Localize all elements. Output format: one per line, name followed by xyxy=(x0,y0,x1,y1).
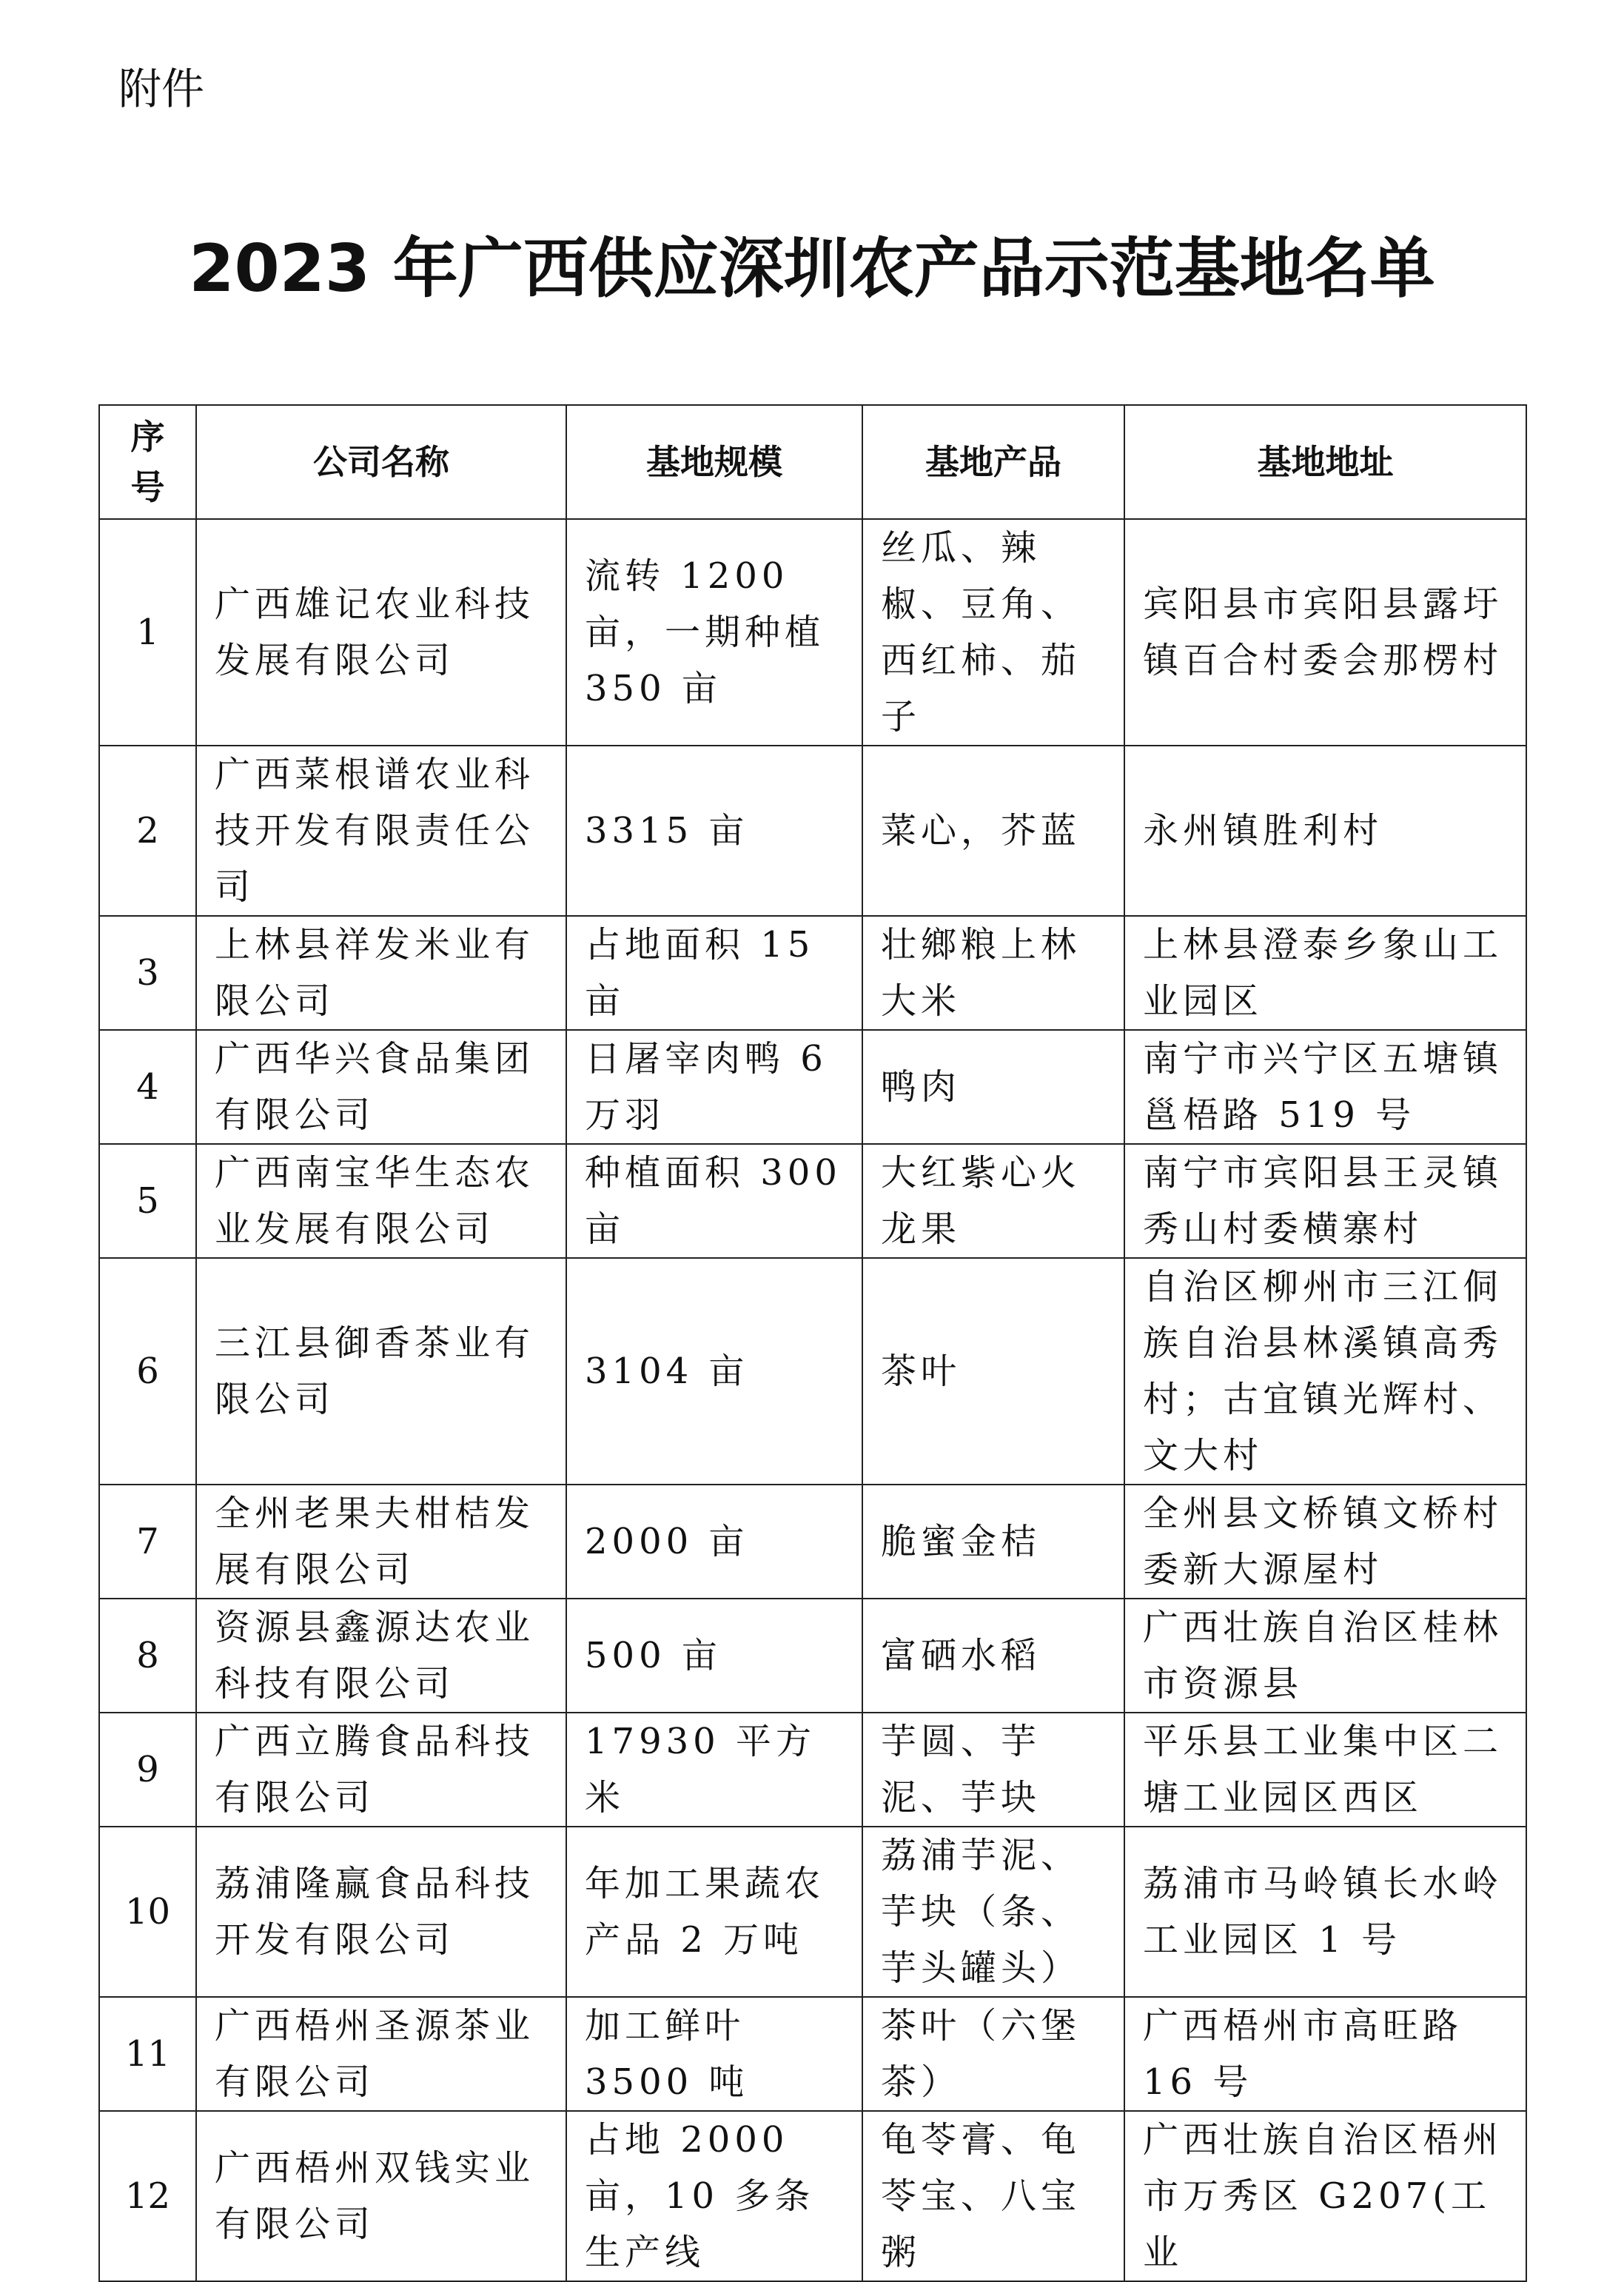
cell-scale: 占地面积 15 亩 xyxy=(566,916,862,1030)
cell-product: 荔浦芋泥、芋块（条、芋头罐头） xyxy=(862,1827,1124,1997)
cell-scale: 年加工果蔬农产品 2 万吨 xyxy=(566,1827,862,1997)
cell-seq: 2 xyxy=(99,746,196,916)
cell-scale: 加工鲜叶 3500 吨 xyxy=(566,1997,862,2111)
table-row xyxy=(99,1485,1526,1599)
table-row xyxy=(99,1599,1526,1713)
cell-seq: 9 xyxy=(99,1713,196,1827)
cell-product: 芋圆、芋泥、芋块 xyxy=(862,1713,1124,1827)
cell-company: 广西雄记农业科技发展有限公司 xyxy=(196,519,566,746)
table-row xyxy=(99,1713,1526,1827)
cell-company: 广西梧州双钱实业有限公司 xyxy=(196,2111,566,2281)
header-product: 基地产品 xyxy=(862,405,1124,519)
cell-company: 广西立腾食品科技有限公司 xyxy=(196,1713,566,1827)
table-row xyxy=(99,1258,1526,1485)
cell-product: 茶叶（六堡茶） xyxy=(862,1997,1124,2111)
header-address: 基地地址 xyxy=(1124,405,1526,519)
cell-company: 三江县御香茶业有限公司 xyxy=(196,1258,566,1485)
header-scale: 基地规模 xyxy=(566,405,862,519)
page-title: 2023 年广西供应深圳农产品示范基地名单 xyxy=(189,230,1435,307)
cell-seq: 11 xyxy=(99,1997,196,2111)
header-seq: 序 号 xyxy=(99,405,196,519)
cell-company: 广西华兴食品集团有限公司 xyxy=(196,1030,566,1144)
cell-company: 资源县鑫源达农业科技有限公司 xyxy=(196,1599,566,1713)
cell-seq: 8 xyxy=(99,1599,196,1713)
cell-seq: 12 xyxy=(99,2111,196,2281)
cell-product: 鸭肉 xyxy=(862,1030,1124,1144)
cell-scale: 3104 亩 xyxy=(566,1258,862,1485)
cell-company: 全州老果夫柑桔发展有限公司 xyxy=(196,1485,566,1599)
cell-seq: 5 xyxy=(99,1144,196,1258)
cell-scale: 种植面积 300 亩 xyxy=(566,1144,862,1258)
table-row xyxy=(99,1030,1526,1144)
cell-company: 荔浦隆赢食品科技开发有限公司 xyxy=(196,1827,566,1997)
table-row xyxy=(99,746,1526,916)
table-row xyxy=(99,2111,1526,2281)
cell-seq: 1 xyxy=(99,519,196,746)
cell-address: 南宁市兴宁区五塘镇邕梧路 519 号 xyxy=(1124,1030,1526,1144)
cell-address: 上林县澄泰乡象山工业园区 xyxy=(1124,916,1526,1030)
table-row xyxy=(99,519,1526,746)
cell-scale: 流转 1200 亩，一期种植 350 亩 xyxy=(566,519,862,746)
cell-scale: 占地 2000 亩，10 多条生产线 xyxy=(566,2111,862,2281)
cell-seq: 4 xyxy=(99,1030,196,1144)
cell-product: 茶叶 xyxy=(862,1258,1124,1485)
cell-address: 自治区柳州市三江侗族自治县林溪镇高秀村；古宜镇光辉村、文大村 xyxy=(1124,1258,1526,1485)
table-header-row xyxy=(99,405,1526,519)
cell-seq: 7 xyxy=(99,1485,196,1599)
cell-address: 永州镇胜利村 xyxy=(1124,746,1526,916)
cell-address: 广西壮族自治区桂林市资源县 xyxy=(1124,1599,1526,1713)
cell-scale: 2000 亩 xyxy=(566,1485,862,1599)
table-row xyxy=(99,1827,1526,1997)
cell-address: 荔浦市马岭镇长水岭工业园区 1 号 xyxy=(1124,1827,1526,1997)
cell-company: 广西南宝华生态农业发展有限公司 xyxy=(196,1144,566,1258)
table-row xyxy=(99,1144,1526,1258)
cell-product: 丝瓜、辣椒、豆角、西红柿、茄子 xyxy=(862,519,1124,746)
cell-product: 菜心，芥蓝 xyxy=(862,746,1124,916)
cell-seq: 10 xyxy=(99,1827,196,1997)
cell-address: 宾阳县市宾阳县露圩镇百合村委会那楞村 xyxy=(1124,519,1526,746)
cell-product: 富硒水稻 xyxy=(862,1599,1124,1713)
cell-product: 壮鄉粮上林大米 xyxy=(862,916,1124,1030)
cell-address: 平乐县工业集中区二塘工业园区西区 xyxy=(1124,1713,1526,1827)
attachment-label: 附件 xyxy=(118,64,205,114)
cell-scale: 日屠宰肉鸭 6 万羽 xyxy=(566,1030,862,1144)
cell-scale: 500 亩 xyxy=(566,1599,862,1713)
cell-company: 广西菜根谱农业科技开发有限责任公司 xyxy=(196,746,566,916)
cell-address: 广西壮族自治区梧州市万秀区 G207(工业 xyxy=(1124,2111,1526,2281)
header-company: 公司名称 xyxy=(196,405,566,519)
cell-company: 广西梧州圣源茶业有限公司 xyxy=(196,1997,566,2111)
cell-scale: 3315 亩 xyxy=(566,746,862,916)
cell-product: 龟苓膏、龟苓宝、八宝粥 xyxy=(862,2111,1124,2281)
cell-address: 全州县文桥镇文桥村委新大源屋村 xyxy=(1124,1485,1526,1599)
table-row xyxy=(99,916,1526,1030)
cell-address: 南宁市宾阳县王灵镇秀山村委横寨村 xyxy=(1124,1144,1526,1258)
base-list-table xyxy=(98,404,1527,2282)
cell-product: 大红紫心火龙果 xyxy=(862,1144,1124,1258)
table-row xyxy=(99,1997,1526,2111)
cell-seq: 6 xyxy=(99,1258,196,1485)
cell-seq: 3 xyxy=(99,916,196,1030)
cell-product: 脆蜜金桔 xyxy=(862,1485,1124,1599)
cell-company: 上林县祥发米业有限公司 xyxy=(196,916,566,1030)
cell-address: 广西梧州市高旺路 16 号 xyxy=(1124,1997,1526,2111)
cell-scale: 17930 平方米 xyxy=(566,1713,862,1827)
